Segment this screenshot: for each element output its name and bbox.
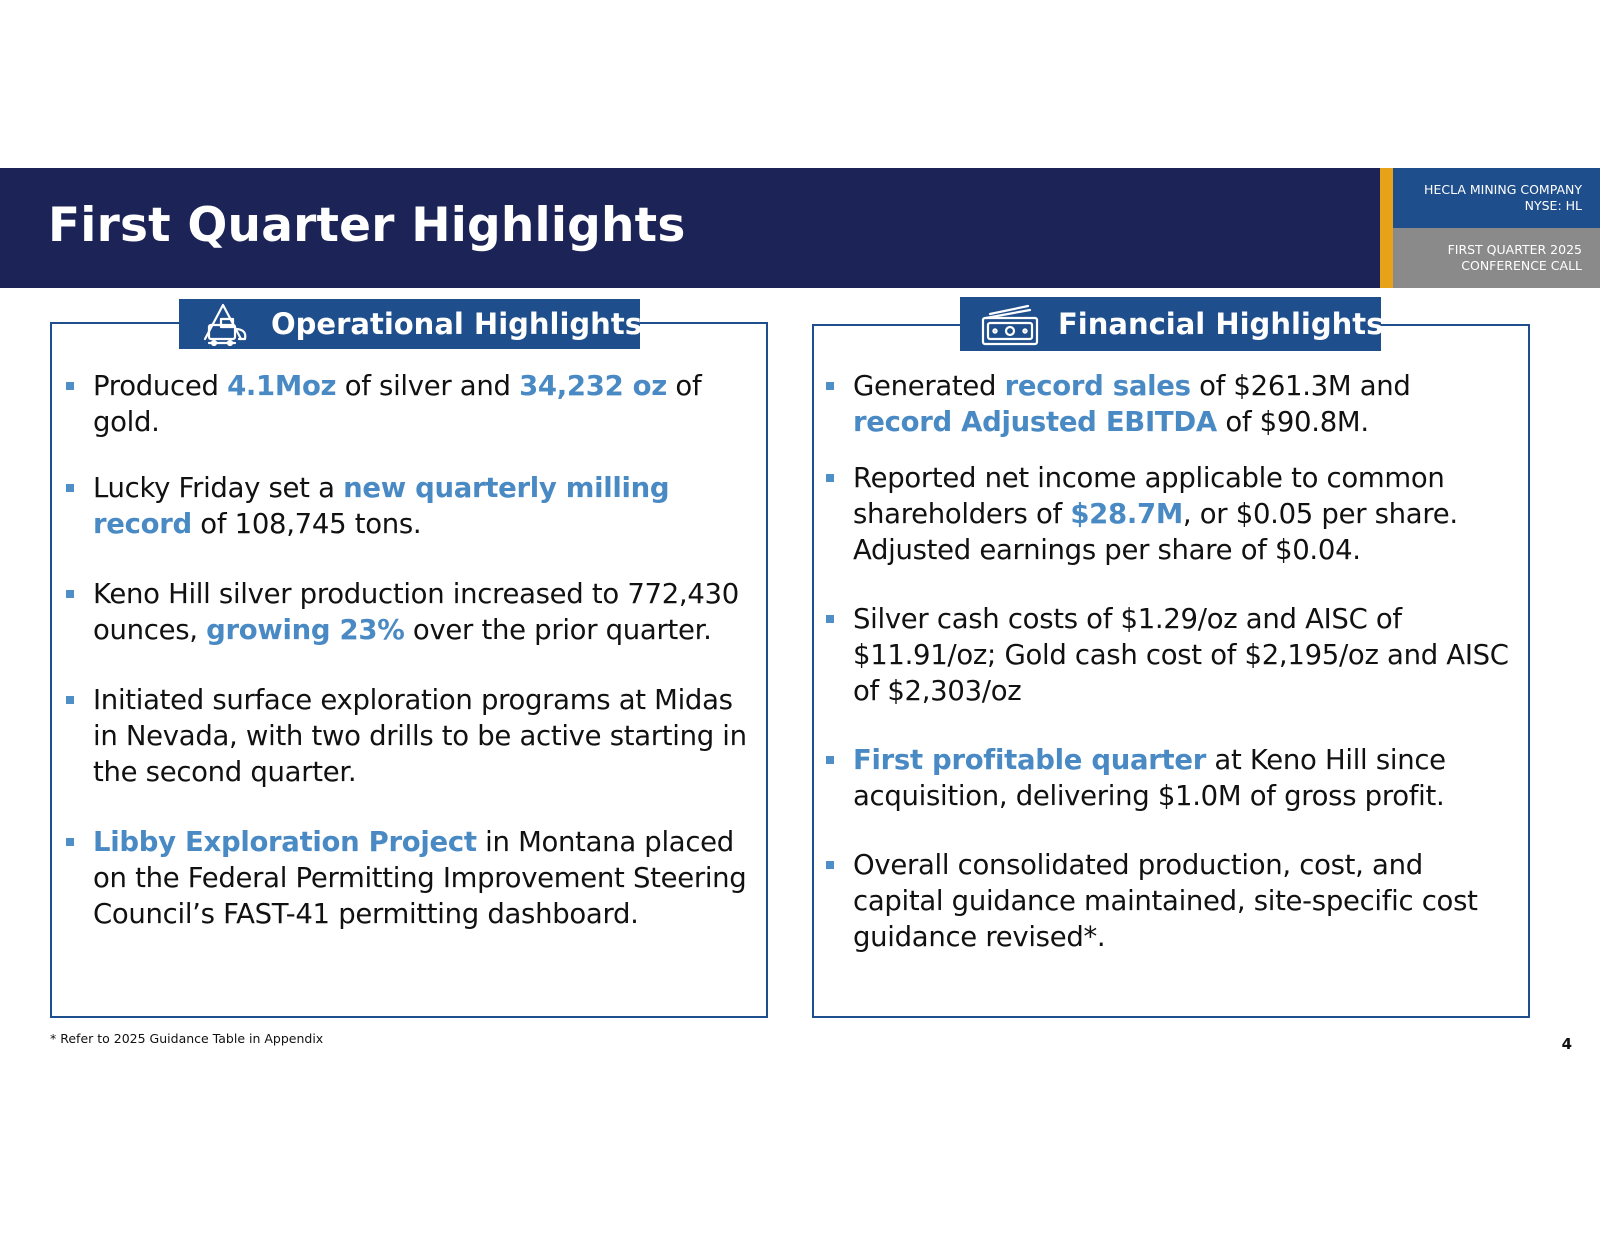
highlighted-text: new quarterly milling record bbox=[93, 472, 670, 540]
bullet-text: Silver cash costs of $1.29/oz and AISC of $11.91/oz; Gold cash cost of $2,195/oz and AISC of $2,303/oz bbox=[853, 603, 1509, 707]
bullet-text: Produced bbox=[93, 370, 228, 402]
bullet-marker bbox=[826, 474, 834, 482]
bullet-marker bbox=[826, 382, 834, 390]
financial-bullet-1 bbox=[826, 368, 1516, 440]
bullet-marker bbox=[826, 615, 834, 623]
bullet-marker bbox=[66, 696, 74, 704]
highlighted-text: $28.7M bbox=[1070, 498, 1183, 530]
operational-bullet-list bbox=[66, 368, 756, 932]
financial-highlights-header bbox=[960, 297, 1384, 351]
event-badge bbox=[1393, 228, 1600, 288]
highlighted-text: 34,232 oz bbox=[519, 370, 667, 402]
operational-highlights-header bbox=[179, 299, 640, 349]
bullet-text: of gold. bbox=[93, 370, 702, 438]
bullet-text: in Montana placed on the Federal Permitting Improvement Steering Council’s FAST-41 permitting dashboard. bbox=[93, 826, 747, 930]
financial-bullet-4 bbox=[826, 742, 1516, 814]
bullet-marker bbox=[66, 590, 74, 598]
bullet-text: Lucky Friday set a bbox=[93, 472, 344, 504]
bullet-text: Reported net income applicable to common shareholders of bbox=[853, 462, 1445, 530]
bullet-text: Generated bbox=[853, 370, 1005, 402]
bullet-text: , or $0.05 per share. Adjusted earnings per share of $0.04. bbox=[853, 498, 1458, 566]
footnote: * Refer to 2025 Guidance Table in Appendix bbox=[50, 1031, 324, 1046]
operational-bullet-1 bbox=[66, 368, 756, 440]
bullet-marker bbox=[66, 382, 74, 390]
bullet-text: Overall consolidated production, cost, and capital guidance maintained, site-specific cost guidance revised*. bbox=[853, 849, 1478, 953]
slide-title: First Quarter Highlights bbox=[48, 198, 686, 253]
bullet-text: Keno Hill silver production increased to 772,430 ounces, bbox=[93, 578, 739, 646]
bullet-text: Initiated surface exploration programs at Midas in Nevada, with two drills to be active starting in the second quarter. bbox=[93, 684, 747, 788]
event-type: CONFERENCE CALL bbox=[1461, 258, 1582, 273]
bullet-marker bbox=[66, 484, 74, 492]
bullet-text: of 108,745 tons. bbox=[191, 508, 422, 540]
cash-banknote-icon bbox=[980, 300, 1040, 348]
page-number: 4 bbox=[1561, 1035, 1572, 1053]
financial-bullet-3 bbox=[826, 601, 1516, 709]
highlighted-text: growing 23% bbox=[206, 614, 405, 646]
title-banner bbox=[0, 168, 1380, 288]
bullet-marker bbox=[66, 838, 74, 846]
highlighted-text: Libby Exploration Project bbox=[93, 826, 477, 858]
financial-bullet-5 bbox=[826, 847, 1516, 955]
accent-bar bbox=[1380, 168, 1393, 288]
operational-bullet-3 bbox=[66, 576, 756, 648]
bullet-marker bbox=[826, 861, 834, 869]
ticker-symbol: NYSE: HL bbox=[1524, 198, 1582, 213]
highlighted-text: 4.1Moz bbox=[227, 370, 337, 402]
financial-bullet-list bbox=[826, 368, 1516, 955]
bullet-text: of silver and bbox=[336, 370, 520, 402]
highlighted-text: First profitable quarter bbox=[853, 744, 1206, 776]
mine-excavator-icon bbox=[201, 299, 255, 349]
financial-highlights-title: Financial Highlights bbox=[1058, 307, 1384, 341]
operational-bullet-5 bbox=[66, 824, 756, 932]
company-name: HECLA MINING COMPANY bbox=[1424, 182, 1582, 197]
event-name: FIRST QUARTER 2025 bbox=[1447, 242, 1582, 257]
bullet-text: at Keno Hill since acquisition, delivering $1.0M of gross profit. bbox=[853, 744, 1446, 812]
bullet-marker bbox=[826, 756, 834, 764]
operational-highlights-title: Operational Highlights bbox=[271, 307, 642, 341]
bullet-text: over the prior quarter. bbox=[404, 614, 712, 646]
operational-bullet-2 bbox=[66, 470, 756, 542]
bullet-text: of $261.3M and bbox=[1190, 370, 1411, 402]
highlighted-text: record Adjusted EBITDA bbox=[853, 406, 1217, 438]
financial-bullet-2 bbox=[826, 460, 1516, 568]
operational-bullet-4 bbox=[66, 682, 756, 790]
bullet-text: of $90.8M. bbox=[1216, 406, 1369, 438]
company-badge bbox=[1393, 168, 1600, 228]
highlighted-text: record sales bbox=[1004, 370, 1191, 402]
